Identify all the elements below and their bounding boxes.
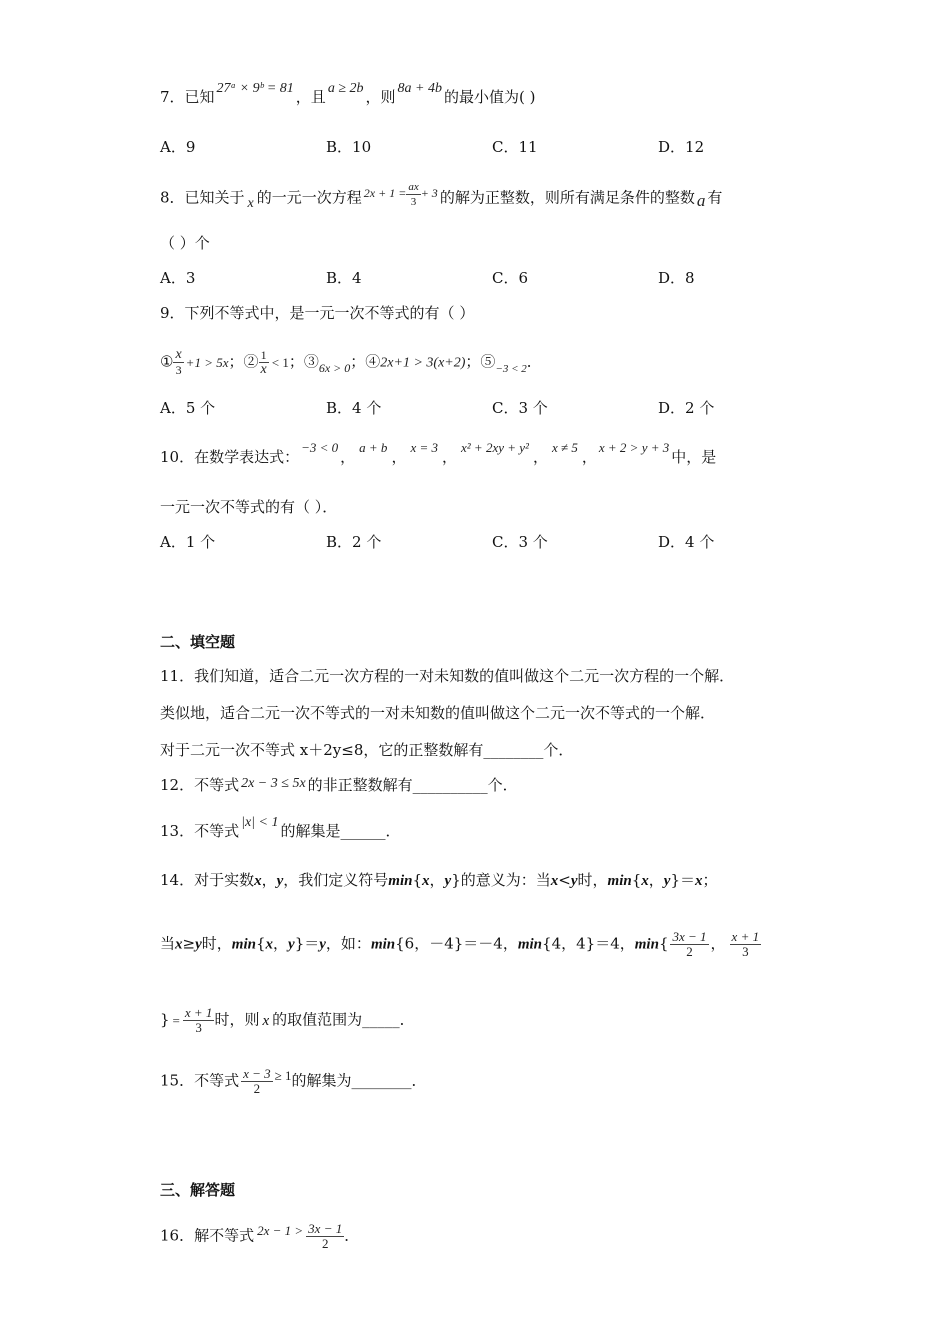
q10-stem: 10．在数学表达式：−3 < 0，a + b，x = 3，x² + 2xy + y²，x ≠ 5，x + 2 > y + 3中，是 — [160, 440, 717, 466]
q7-option-d[interactable]: D．12 — [658, 138, 705, 156]
q14-line1: 14．对于实数x，y，我们定义符号min{x，y}的意义为：当x<y时，min{x，y}＝x； — [160, 871, 718, 889]
q14-fraction-1: $\frac{3x - 1}{2}$ — [672, 929, 707, 959]
q8-option-a[interactable]: A．3 — [160, 269, 196, 287]
q14-line2: 当x≥y时，min{x，y}＝y，如：min{6，－4}＝－4，min{4，4}＝4，min{ $\frac{3x - 1}{2}$ ， $\frac{x + 1}{3}$ — [160, 929, 760, 959]
q7-stem: 7．已知 27ᵃ × 9ᵇ = 81 ，且 a ≥ 2b ，则 8a + 4b 的最小值为( ) — [160, 81, 536, 106]
q16-stem: 16．解不等式 2x − 1 > $\frac{3x - 1}{2}$ ． — [160, 1221, 360, 1251]
section-solve-heading: 三、解答题 — [160, 1181, 236, 1199]
q7-option-b[interactable]: B．10 — [326, 138, 372, 156]
q8-stem: 8．已知关于 x 的一元一次方程 $^{2x + 1 =}$ $\frac{ax}{3}$ $^{+ 3}$ 的解为正整数，则所有满足条件的整数 a 有 — [160, 181, 723, 211]
q7-option-a[interactable]: A．9 — [160, 138, 196, 156]
q16-fraction: $\frac{3x - 1}{2}$ — [308, 1221, 343, 1251]
q10-option-b[interactable]: B．2 个 — [326, 533, 382, 551]
q9-stem: 9．下列不等式中，是一元一次不等式的有（ ） — [160, 304, 475, 322]
q9-option-b[interactable]: B．4 个 — [326, 399, 382, 417]
q7-expr1: 27ᵃ × 9ᵇ = 81 — [216, 81, 294, 96]
q9-option-d[interactable]: D．2 个 — [658, 399, 715, 417]
q15-stem: 15．不等式 $\frac{x - 3}{2}$ ≥ 1的解集为________． — [160, 1066, 427, 1096]
q7-expr2: a ≥ 2b — [327, 81, 364, 96]
q11-line1: 11．我们知道，适合二元一次方程的一对未知数的值叫做这个二元一次方程的一个解． — [160, 667, 735, 685]
q8-option-b[interactable]: B．4 — [326, 269, 362, 287]
q13-stem: 13．不等式 |x| < 1 的解集是______． — [160, 815, 401, 840]
q10-option-c[interactable]: C．3 个 — [492, 533, 548, 551]
q11-line2: 类似地，适合二元一次不等式的一对未知数的值叫做这个二元一次不等式的一个解． — [160, 704, 716, 722]
section-fill-in-blank-heading: 二、填空题 — [160, 633, 236, 651]
q10-option-d[interactable]: D．4 个 — [658, 533, 715, 551]
q9-option-c[interactable]: C．3 个 — [492, 399, 548, 417]
q8-fraction: $\frac{ax}{3}$ — [408, 181, 419, 208]
q8-option-d[interactable]: D．8 — [658, 269, 695, 287]
q11-line3: 对于二元一次不等式 x＋2y≤8，它的正整数解有________个． — [160, 741, 574, 759]
q12-stem: 12．不等式 2x − 3 ≤ 5x 的非正整数解有__________个． — [160, 776, 518, 794]
q15-fraction: $\frac{x - 3}{2}$ — [243, 1066, 271, 1096]
q8-line2: （ ）个 — [160, 234, 210, 252]
q14-line3: } = $\frac{x + 1}{3}$ 时，则 x 的取值范围为_____． — [160, 1005, 415, 1035]
q7-option-c[interactable]: C．11 — [492, 138, 538, 156]
q10-option-a[interactable]: A．1 个 — [160, 533, 216, 551]
q10-line2: 一元一次不等式的有（ ）． — [160, 498, 338, 516]
q9-choices: ① $\frac{x}{3}$ +1 > 5x；② $\frac{1}{x}$ < 1；$③_{6x > 0}$；④2x+1 > 3(x+2)；$⑤_{-3 < 2}$． — [160, 347, 542, 377]
q9-option-a[interactable]: A．5 个 — [160, 399, 216, 417]
q7-expr3: 8a + 4b — [397, 81, 442, 96]
q14-fraction-2: $\frac{x + 1}{3}$ — [731, 929, 760, 959]
q14-fraction-3: $\frac{x + 1}{3}$ — [184, 1005, 213, 1035]
q8-option-c[interactable]: C．6 — [492, 269, 529, 287]
